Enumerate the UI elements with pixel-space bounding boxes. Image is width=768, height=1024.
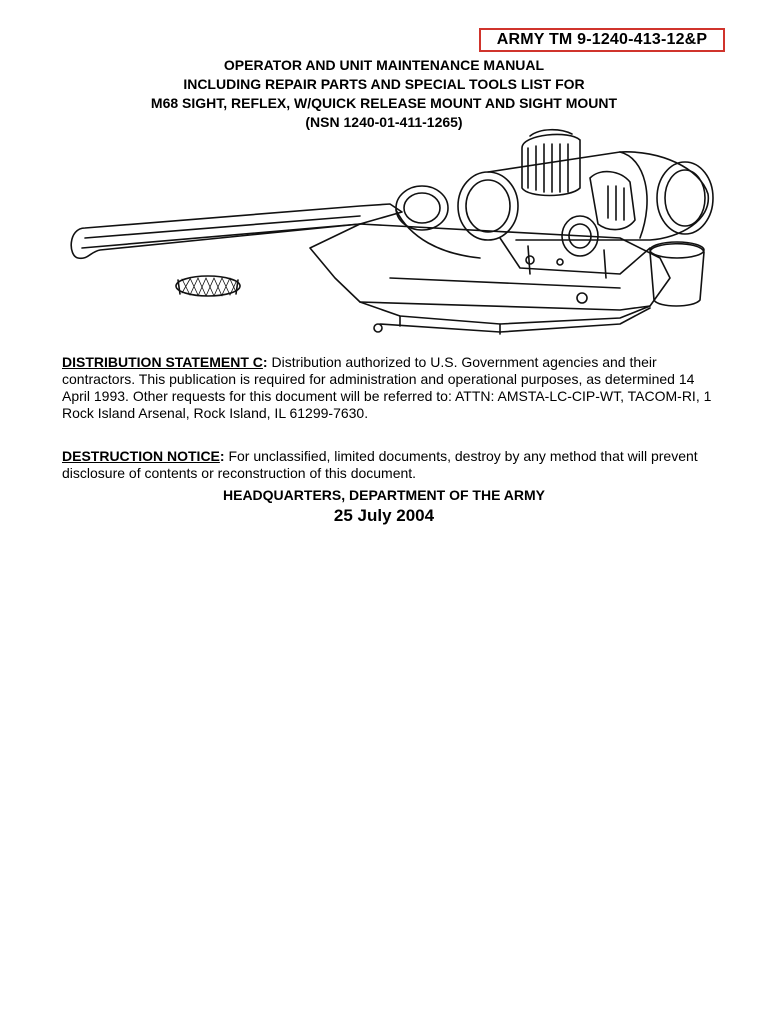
destruction-label: DESTRUCTION NOTICE [62,448,220,464]
distribution-statement [62,354,722,422]
title-line: M68 SIGHT, REFLEX, W/QUICK RELEASE MOUNT AND SIGHT MOUNT [150,95,618,111]
headquarters: HEADQUARTERS, DEPARTMENT OF THE ARMY [223,487,545,503]
tm-number: ARMY TM 9-1240-413-12&P [496,31,708,48]
distribution-text: Distribution authorized to U.S. Government agencies and their contractors. This publication is required for administration and operational purposes, as determined 14 April 1993. Other requests for this document will be referred to: ATTN: AMSTA-LC-CIP-WT, TACOM-RI, 1 Rock Island Arsenal, Rock Island, IL 61299-7630. [62,354,712,421]
title-line: INCLUDING REPAIR PARTS AND SPECIAL TOOLS LIST FOR [183,76,585,92]
title-line: (NSN 1240-01-411-1265) [305,114,463,130]
destruction-text: For unclassified, limited documents, destroy by any method that will prevent disclosure of contents or reconstruction of this document. [62,448,698,481]
m68-sight-illustration-icon [60,128,720,350]
title-line: OPERATOR AND UNIT MAINTENANCE MANUAL [223,57,545,73]
publication-date: 25 July 2004 [333,506,435,525]
destruction-notice [62,448,722,482]
tm-number-box [479,28,725,52]
distribution-label: DISTRIBUTION STATEMENT C [62,354,263,370]
destruction-colon: : [219,448,225,464]
distribution-colon: : [262,354,268,370]
manual-title [0,56,768,132]
